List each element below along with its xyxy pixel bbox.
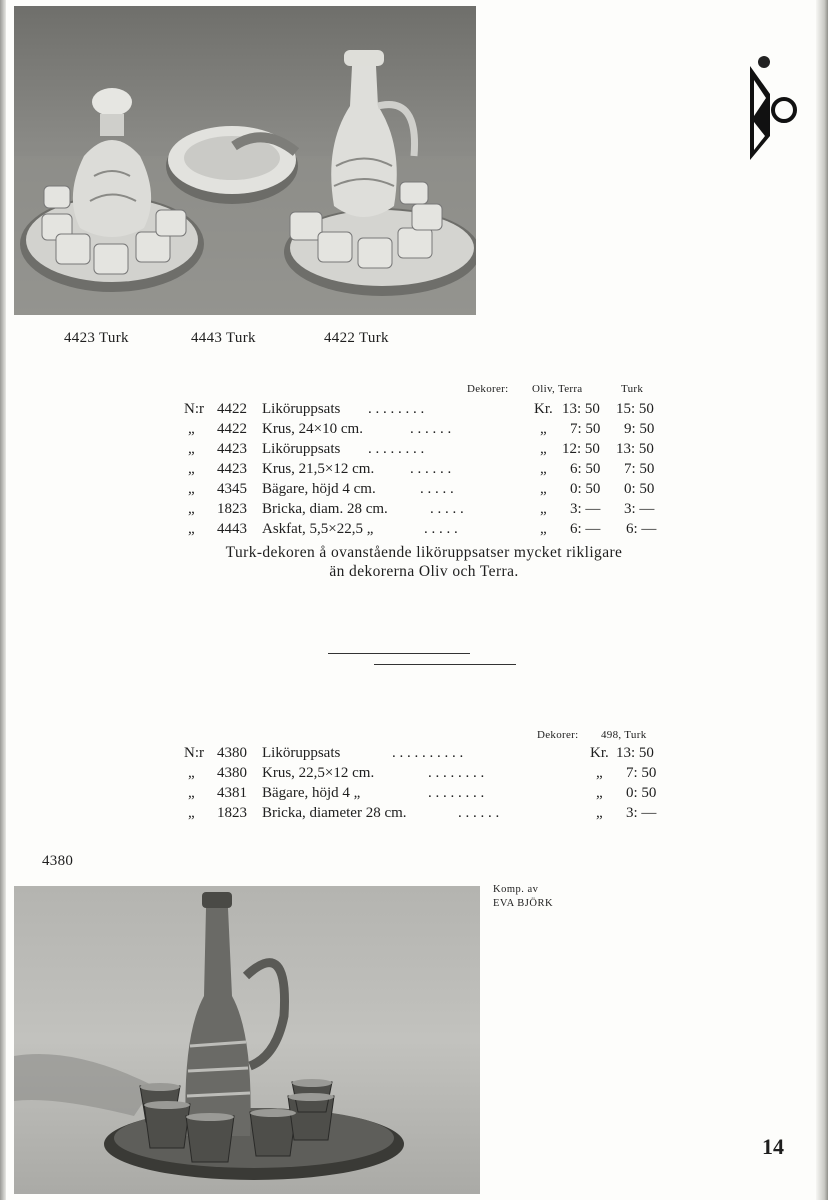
row-description: Bricka, diam. 28 cm. <box>262 501 388 517</box>
row-price-turk: 6: — <box>626 521 657 537</box>
table1-row <box>0 459 828 479</box>
row-number: 4443 <box>217 521 247 537</box>
caption-4443-turk: 4443 Turk <box>191 330 256 346</box>
row-description: Bricka, diameter 28 cm. <box>262 805 407 821</box>
row-price-oliv-terra: 0: 50 <box>570 481 601 497</box>
row-unit: „ <box>540 461 547 477</box>
table1-header-oliv-terra: Oliv, Terra <box>532 383 583 395</box>
row-prefix: „ <box>188 765 195 781</box>
row-dots: . . . . . . . . <box>428 785 485 801</box>
caption-4422-turk: 4422 Turk <box>324 330 389 346</box>
row-prefix: „ <box>188 501 195 517</box>
table1-header-label: Dekorer: <box>467 383 509 395</box>
credit-line-2: EVA BJÖRK <box>493 898 554 909</box>
row-prefix: „ <box>188 805 195 821</box>
table1-row <box>0 399 828 419</box>
caption-4423-turk: 4423 Turk <box>64 330 129 346</box>
row-number: 4422 <box>217 401 247 417</box>
row-prefix: N:r <box>184 745 204 761</box>
row-price: 0: 50 <box>626 785 657 801</box>
row-price-oliv-terra: 6: — <box>570 521 601 537</box>
credit-line-1: Komp. av <box>493 884 539 895</box>
row-unit: „ <box>540 501 547 517</box>
table2-row <box>0 803 828 823</box>
row-dots: . . . . . . <box>410 461 452 477</box>
page-number: 14 <box>762 1134 784 1159</box>
row-unit: „ <box>540 421 547 437</box>
row-dots: . . . . . <box>420 481 454 497</box>
table1-row <box>0 499 828 519</box>
row-unit: „ <box>596 765 603 781</box>
row-number: 1823 <box>217 805 247 821</box>
row-unit: „ <box>540 521 547 537</box>
row-description: Krus, 21,5×12 cm. <box>262 461 375 477</box>
row-price-turk: 13: 50 <box>616 441 654 457</box>
table2-row <box>0 763 828 783</box>
row-number: 1823 <box>217 501 247 517</box>
row-description: Bägare, höjd 4 cm. <box>262 481 376 497</box>
row-description: Krus, 22,5×12 cm. <box>262 765 375 781</box>
row-price: 3: — <box>626 805 657 821</box>
designer-credit <box>493 883 553 911</box>
row-number: 4381 <box>217 785 247 801</box>
table2-header-label: Dekorer: <box>537 729 579 741</box>
table1-row <box>0 419 828 439</box>
row-price-turk: 15: 50 <box>616 401 654 417</box>
divider-rule-lower <box>374 664 516 665</box>
row-number: 4423 <box>217 461 247 477</box>
row-number: 4380 <box>217 765 247 781</box>
table1-row <box>0 479 828 499</box>
row-dots: . . . . . . . . <box>368 401 425 417</box>
turk-note-line-1: Turk-dekoren å ovanstående liköruppsatser mycket rikligare <box>225 544 623 561</box>
row-unit: „ <box>596 785 603 801</box>
row-price-turk: 9: 50 <box>624 421 655 437</box>
row-number: 4423 <box>217 441 247 457</box>
table2-header-decor: 498, Turk <box>601 729 647 741</box>
row-unit: „ <box>596 805 603 821</box>
turk-note-line-2: än dekorerna Oliv och Terra. <box>329 563 519 580</box>
page-edge-left <box>0 0 6 1200</box>
row-prefix: „ <box>188 785 195 801</box>
row-unit: Kr. <box>534 401 553 417</box>
divider-rule-upper <box>328 653 470 654</box>
row-price-oliv-terra: 7: 50 <box>570 421 601 437</box>
table1-header-turk: Turk <box>621 383 644 395</box>
table1-row <box>0 439 828 459</box>
row-price-turk: 0: 50 <box>624 481 655 497</box>
table1-row <box>0 519 828 539</box>
row-dots: . . . . . . <box>458 805 500 821</box>
row-description: Liköruppsats <box>262 401 341 417</box>
row-price-turk: 7: 50 <box>624 461 655 477</box>
row-description: Bägare, höjd 4 „ <box>262 785 361 801</box>
row-dots: . . . . . . . . <box>428 765 485 781</box>
page-edge-right <box>816 0 828 1200</box>
row-prefix: „ <box>188 421 195 437</box>
row-price: 7: 50 <box>626 765 657 781</box>
row-number: 4380 <box>217 745 247 761</box>
caption-4380: 4380 <box>42 853 74 869</box>
row-price-oliv-terra: 12: 50 <box>562 441 600 457</box>
row-prefix: „ <box>188 461 195 477</box>
row-dots: . . . . . . . . <box>368 441 425 457</box>
row-price-oliv-terra: 6: 50 <box>570 461 601 477</box>
bo-logo <box>740 56 800 166</box>
row-dots: . . . . . <box>424 521 458 537</box>
row-dots: . . . . . <box>430 501 464 517</box>
photo-liqueur-sets-turk <box>14 6 476 315</box>
photo-liqueur-set-4380 <box>14 886 480 1194</box>
table2-row <box>0 743 828 763</box>
row-description: Krus, 24×10 cm. <box>262 421 363 437</box>
row-unit: Kr. <box>590 745 609 761</box>
row-unit: „ <box>540 441 547 457</box>
row-description: Liköruppsats <box>262 441 341 457</box>
row-prefix: „ <box>188 521 195 537</box>
row-unit: „ <box>540 481 547 497</box>
row-price-turk: 3: — <box>624 501 655 517</box>
row-description: Liköruppsats <box>262 745 341 761</box>
row-description: Askfat, 5,5×22,5 „ <box>262 521 374 537</box>
row-prefix: „ <box>188 481 195 497</box>
row-dots: . . . . . . <box>410 421 452 437</box>
row-price-oliv-terra: 13: 50 <box>562 401 600 417</box>
row-price: 13: 50 <box>616 745 654 761</box>
row-price-oliv-terra: 3: — <box>570 501 601 517</box>
row-dots: . . . . . . . . . . <box>392 745 464 761</box>
table2-row <box>0 783 828 803</box>
row-number: 4422 <box>217 421 247 437</box>
row-prefix: „ <box>188 441 195 457</box>
row-number: 4345 <box>217 481 247 497</box>
row-prefix: N:r <box>184 401 204 417</box>
